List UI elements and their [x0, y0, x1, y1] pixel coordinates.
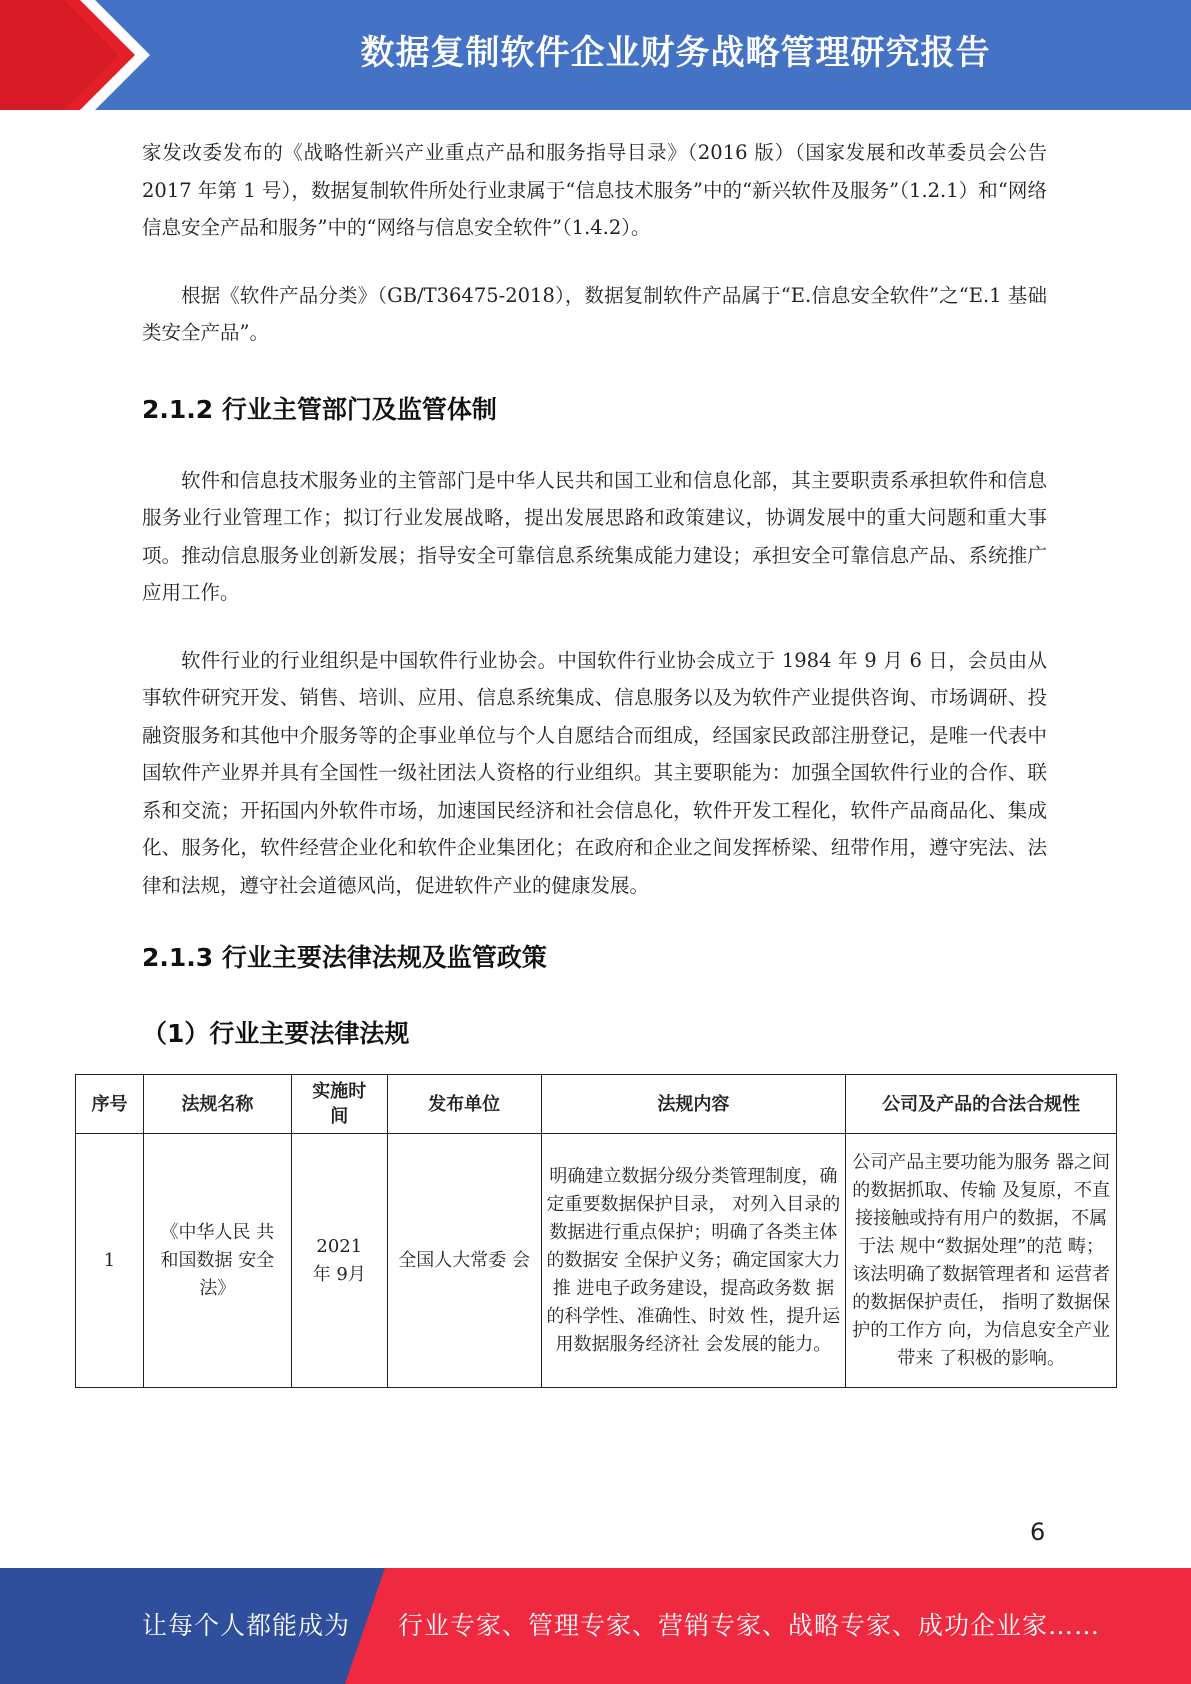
section-heading-2-1-2: 2.1.2 行业主管部门及监管体制 — [142, 394, 497, 424]
cell-law-name: 《中华人民 共和国数据 安全法》 — [143, 1134, 291, 1388]
report-title: 数据复制软件企业财务战略管理研究报告 — [360, 33, 991, 73]
footer-banner — [0, 1568, 1191, 1684]
paragraph-industry-association: 软件行业的行业组织是中国软件行业协会。中国软件行业协会成立于 1984 年 9 月 6 日，会员由从事软件研究开发、销售、培训、应用、信息系统集成、信息服务以及为软件产业提供咨询、市场调研、投融资服务和其他中介服务等的企事业单位与个人自愿结合而组成，经国家民政部注册登记，是唯一代表中国软件产业界并具有全国性一级社团法人资格的行业组织。其主要职能为：加强全国软件行业的合作、联系和交流；开拓国内外软件市场，加速国民经济和社会信息化，软件开发工程化，软件产品商品化、集成化、服务化，软件经营企业化和软件企业集团化；在政府和企业之间发挥桥梁、纽带作用，遵守宪法、法律和法规，遵守社会道德风尚，促进软件产业的健康发展。 — [142, 648, 1047, 897]
paragraph-classification: 家发改委发布的《战略性新兴产业重点产品和服务指导目录》（2016 版）（国家发展和改革委员会公告 2017 年第 1 号），数据复制软件所处行业隶属于“信息技术服务”中的“新兴软件及服务”（1.2.1）和“网络信息安全产品和服务”中的“网络与信息安全软件”（1.4.2）。 — [142, 141, 1047, 239]
cell-date: 2021 年 9月 — [291, 1134, 387, 1388]
footer-slogan-left: 让每个人都能成为 — [142, 1611, 351, 1640]
cell-no: 1 — [76, 1134, 144, 1388]
table-row — [76, 1134, 1117, 1388]
paragraph-regulator: 软件和信息技术服务业的主管部门是中华人民共和国工业和信息化部，其主要职责系承担软件和信息服务业行业管理工作；拟订行业发展战略，提出发展思路和政策建议，协调发展中的重大问题和重大事项。推动信息服务业创新发展；指导安全可靠信息系统集成能力建设；承担安全可靠信息产品、系统推广应用工作。 — [142, 468, 1047, 604]
col-header-compliance: 公司及产品的合法合规性 — [846, 1075, 1117, 1134]
cell-law-content: 明确建立数据分级分类管理制度，确定重要数据保护目录， 对列入目录的数据进行重点保护；明确了各类主体的数据安 全保护义务；确定国家大力推 进电子政务建设，提高政务数 据的科学性、准确性、时效 性，提升运用数据服务经济社 会发展的能力。 — [541, 1134, 846, 1388]
footer-slogan-right: 行业专家、管理专家、营销专家、战略专家、成功企业家…… — [398, 1611, 1101, 1640]
cell-compliance: 公司产品主要功能为服务 器之间的数据抓取、传输 及复原，不直接接触或持有用户的数据，不属于法 规中“数据处理”的范 畴； 该法明确了数据管理者和 运营者的数据保护责任， 指明了数据保护的工作方 向，为信息安全产业带来 了积极的影响。 — [846, 1134, 1117, 1388]
col-header-issuer: 发布单位 — [387, 1075, 541, 1134]
subsection-heading-laws: （1）行业主要法律法规 — [142, 1019, 410, 1048]
section-heading-2-1-3: 2.1.3 行业主要法律法规及监管政策 — [142, 943, 547, 972]
cell-issuer: 全国人大常委 会 — [387, 1134, 541, 1388]
header-banner — [0, 0, 1191, 110]
col-header-no: 序号 — [76, 1075, 144, 1134]
col-header-content: 法规内容 — [541, 1075, 846, 1134]
col-header-name: 法规名称 — [143, 1075, 291, 1134]
paragraph-product-category: 根据《软件产品分类》（GB/T36475-2018），数据复制软件产品属于“E.信息安全软件”之“E.1 基础类安全产品”。 — [142, 283, 1047, 344]
laws-table — [75, 1074, 1117, 1388]
col-header-date: 实施时间 — [291, 1075, 387, 1134]
table-header-row — [76, 1075, 1117, 1134]
page-number: 6 — [1030, 1518, 1046, 1546]
page-content — [142, 134, 1047, 1050]
